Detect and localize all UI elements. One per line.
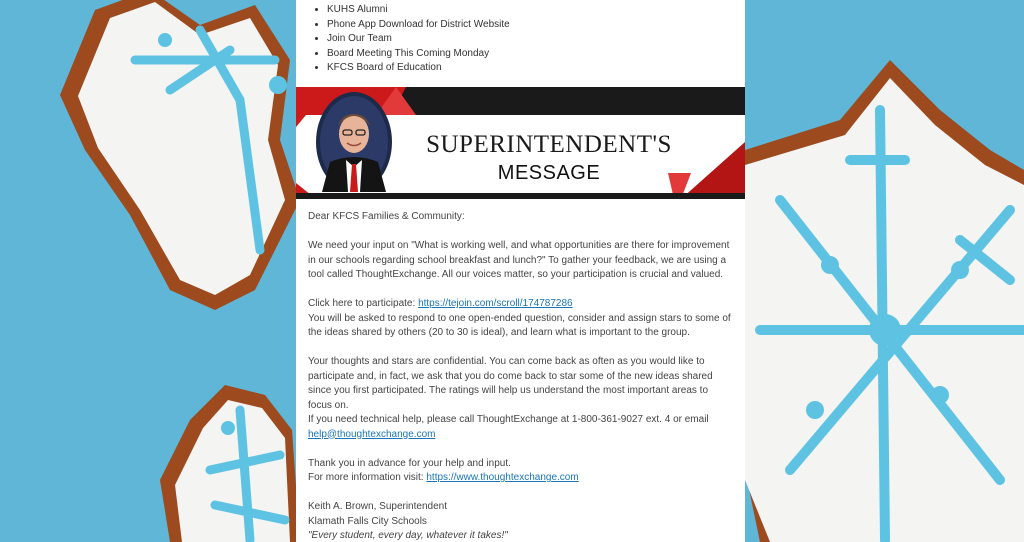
more-info-label: For more information visit: [308, 472, 427, 483]
banner-title: SUPERINTENDENT'S [426, 131, 672, 158]
signature-org: Klamath Falls City Schools [308, 515, 427, 527]
paragraph: Your thoughts and stars are confidential. You can come back as often as you would like to participate and, in fact, we ask that you do come back to star some of the new ideas shared since you first participated. The ratings will help us understand the most important areas to focus on. [308, 356, 713, 411]
participate-line [308, 297, 733, 312]
newsletter-page [296, 0, 745, 542]
list-item[interactable]: • Phone App Download for District Website [327, 18, 745, 33]
list-item[interactable]: • KFCS Board of Education [327, 61, 745, 76]
more-info-line [308, 471, 733, 486]
motto: "Every student, every day, whatever it takes!" [308, 530, 508, 541]
thanks-text: Thank you in advance for your help and input. [308, 457, 511, 469]
avatar [316, 92, 392, 192]
snowflake-cookie-icon [160, 385, 300, 542]
signature-name: Keith A. Brown, Superintendent [308, 501, 447, 512]
participate-label: Click here to participate: [308, 298, 419, 309]
signature [308, 500, 733, 542]
paragraph: We need your input on "What is working well, and what opportunities are there for improvement in our schools regarding school breakfast and lunch?" To gather your feedback, we are using a tool called ThoughtExchange. All our voices matter, so your participation is crucial and valued. [308, 240, 730, 280]
snowflake-cookie-icon [60, 0, 300, 310]
help-email-link[interactable]: help@thoughtexchange.com [308, 428, 436, 440]
banner-name: Keith A. Brown [644, 10, 730, 25]
list-item[interactable]: • KUHS Alumni [327, 3, 745, 18]
paragraph: You will be asked to respond to one open-ended question, consider and assign stars to some of the ideas shared by others (20 to 30 is ideal), and learn what is important to the group. [308, 312, 731, 338]
letter-body [308, 210, 733, 542]
list-item[interactable]: • Join Our Team [327, 32, 745, 47]
help-text: If you need technical help, please call ThoughtExchange at 1-800-361-9027 ext. 4 or email [308, 414, 709, 425]
list-item[interactable]: • Board Meeting This Coming Monday [327, 47, 745, 62]
participate-link[interactable]: https://tejoin.com/scroll/174787286 [418, 298, 573, 309]
more-info-link[interactable]: https://www.thoughtexchange.com [426, 472, 579, 483]
banner-subtitle: MESSAGE [497, 162, 601, 184]
snowflake-cookie-icon [745, 60, 1024, 542]
greeting: Dear KFCS Families & Community: [308, 211, 465, 222]
